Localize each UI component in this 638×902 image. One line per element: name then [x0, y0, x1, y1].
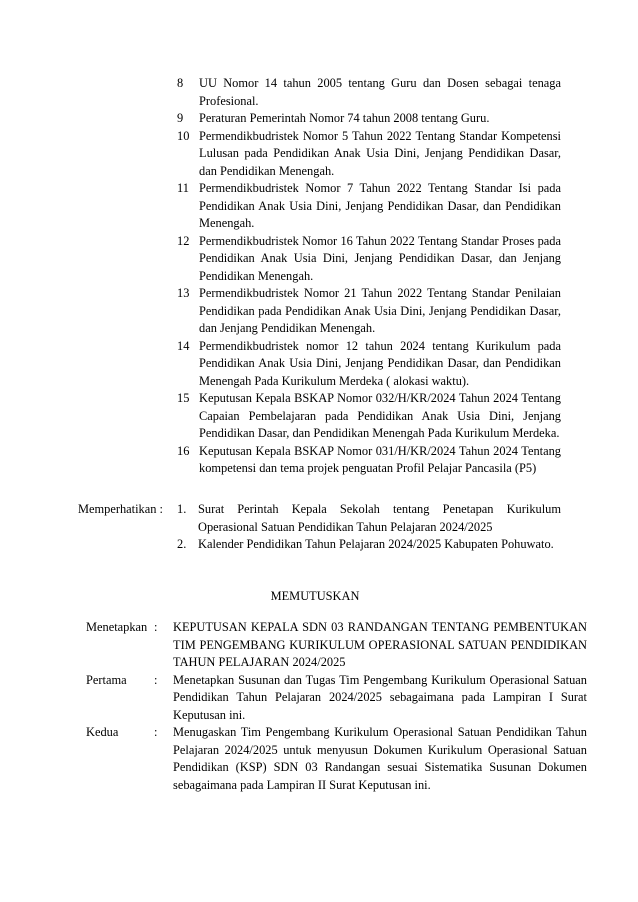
decision-row [86, 672, 587, 725]
item-number: 16 [177, 443, 190, 458]
item-number: 15 [177, 391, 190, 405]
list-item [177, 285, 561, 338]
legal-basis-list [177, 75, 561, 478]
decision-row [86, 724, 587, 794]
decision-heading-row [0, 588, 638, 606]
list-item [177, 110, 561, 128]
decision-label: Menetapkan [86, 620, 148, 634]
attention-label: Memperhatikan : [78, 502, 163, 516]
list-item [177, 536, 561, 554]
list-item [177, 75, 561, 110]
decision-text: Menugaskan Tim Pengembang Kurikulum Operasional Satuan Pendidikan Tahun Pelajaran 2024/2025 untuk menyusun Dokumen Kurikulum Operasional Satuan Pendidikan (KSP) SDN 03 Randangan sesuai Sistematika Susunan Dokumen sebagaimana pada Lampiran II Surat Keputusan ini. [173, 725, 587, 792]
item-text: Permendikbudristek Nomor 16 Tahun 2022 Tentang Standar Proses pada Pendidikan Anak Usia Dini, Jenjang Pendidikan Dasar, dan Jenjang Pendidikan Menengah. [199, 233, 561, 283]
item-number: 13 [177, 286, 190, 300]
list-item [177, 501, 561, 536]
item-text: Peraturan Pemerintah Nomor 74 tahun 2008 tentang Guru. [199, 111, 490, 125]
item-text: Keputusan Kepala BSKAP Nomor 032/H/KR/2024 Tahun 2024 Tentang Capaian Pembelajaran pada Pendidikan Anak Usia Dini, Jenjang Pendidikan Dasar, dan Pendidikan Menengah Pada Kurikulum Merdeka. [199, 391, 561, 440]
decision-label: Pertama [86, 672, 127, 687]
item-text: Permendikbudristek Nomor 5 Tahun 2022 Tentang Standar Kompetensi Lulusan pada Pendidikan Anak Usia Dini, Jenjang Pendidikan Dasar, dan Pendidikan Menengah. [199, 128, 561, 178]
decision-text: KEPUTUSAN KEPALA SDN 03 RANDANGAN TENTANG PEMBENTUKAN TIM PENGEMBANG KURIKULUM OPERASIONAL SATUAN PENDIDIKAN TAHUN PELAJARAN 2024/2025 [173, 620, 587, 669]
item-text: Permendikbudristek Nomor 21 Tahun 2022 Tentang Standar Penilaian Pendidikan pada Pendidikan Anak Usia Dini, Jenjang Pendidikan Dasar, dan Jenjang Pendidikan Menengah. [199, 286, 561, 335]
decision-colon: : [154, 725, 158, 739]
list-item [177, 390, 561, 443]
item-number: 2. [177, 537, 187, 551]
list-item [177, 233, 561, 286]
decision-colon: : [154, 620, 158, 634]
item-number: 14 [177, 338, 190, 353]
decision-colon: : [154, 672, 158, 687]
item-number: 12 [177, 233, 190, 248]
item-number: 1. [177, 502, 187, 516]
decision-label: Kedua [86, 725, 119, 739]
list-item [177, 128, 561, 181]
decision-heading: MEMUTUSKAN [270, 589, 360, 603]
item-text: Kalender Pendidikan Tahun Pelajaran 2024/2025 Kabupaten Pohuwato. [198, 537, 554, 551]
decision-row [86, 619, 587, 672]
item-text: Keputusan Kepala BSKAP Nomor 031/H/KR/2024 Tahun 2024 Tentang kompetensi dan tema projek penguatan Profil Pelajar Pancasila (P5) [199, 443, 561, 475]
decisions-table [86, 619, 587, 794]
attention-section [78, 501, 561, 554]
item-text: Permendikbudristek Nomor 7 Tahun 2022 Tentang Standar Isi pada Pendidikan Anak Usia Dini, Jenjang Pendidikan Dasar, dan Pendidikan Menengah. [199, 181, 561, 230]
item-number: 11 [177, 181, 189, 195]
decision-text: Menetapkan Susunan dan Tugas Tim Pengembang Kurikulum Operasional Satuan Pendidikan Tahun Pelajaran 2024/2025 sebagaimana pada Lampiran I Surat Keputusan ini. [173, 672, 587, 722]
item-number: 8 [177, 76, 184, 90]
item-number: 10 [177, 128, 190, 143]
item-number: 9 [177, 111, 184, 125]
item-text: Surat Perintah Kepala Sekolah tentang Penetapan Kurikulum Operasional Satuan Pendidikan Tahun Pelajaran 2024/2025 [198, 502, 561, 534]
item-text: Permendikbudristek nomor 12 tahun 2024 tentang Kurikulum pada Pendidikan Anak Usia Dini, Jenjang Pendidikan Dasar, dan Pendidikan Menengah Pada Kurikulum Merdeka ( alokasi waktu). [199, 338, 561, 388]
item-text: UU Nomor 14 tahun 2005 tentang Guru dan Dosen sebagai tenaga Profesional. [199, 76, 561, 108]
list-item [177, 443, 561, 478]
list-item [177, 180, 561, 233]
list-item [177, 338, 561, 391]
attention-list [177, 501, 561, 554]
